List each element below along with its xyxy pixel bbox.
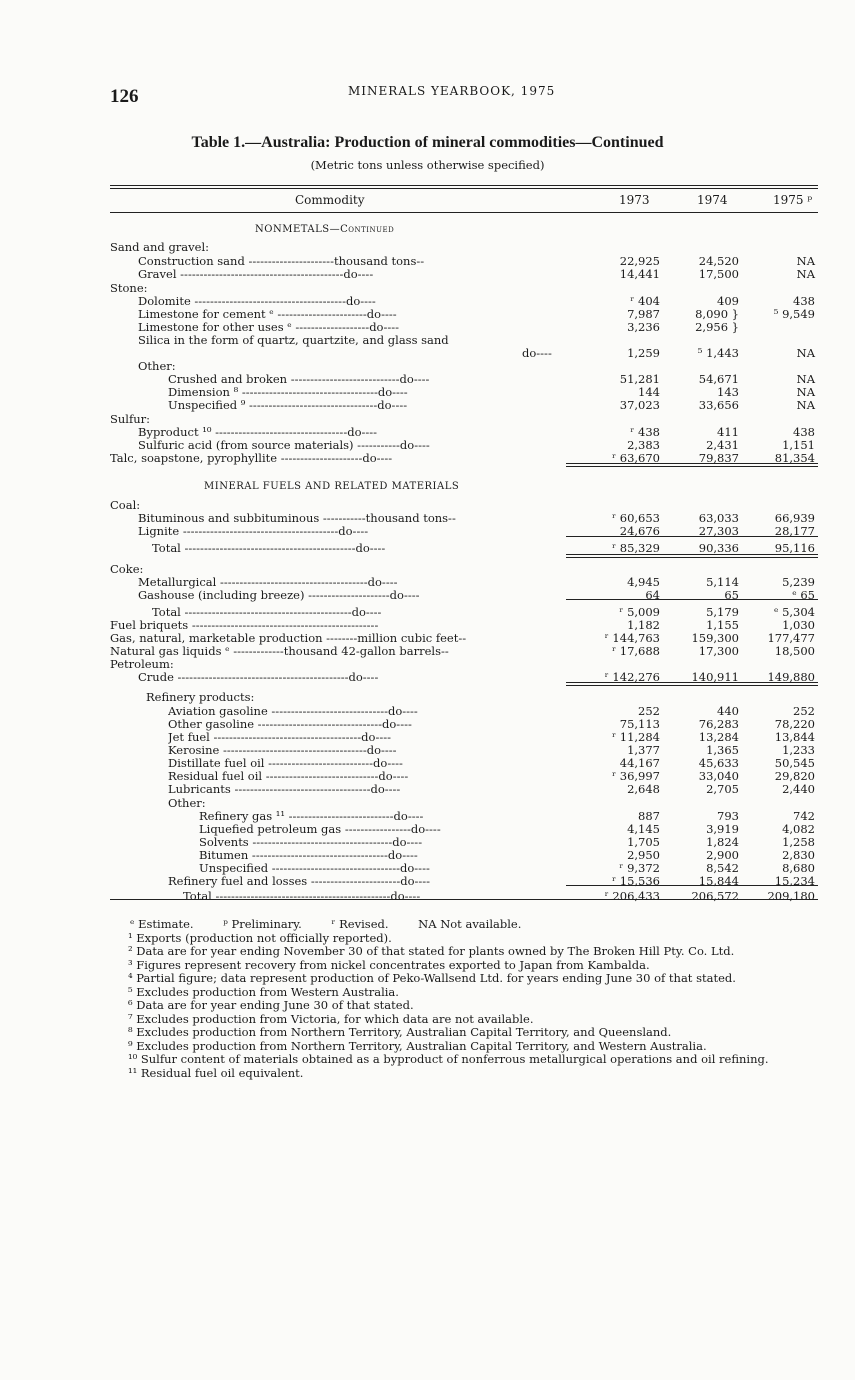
row-label: Sand and gravel: [110,241,210,254]
value-1975: 1,233 [782,743,815,757]
row-label: Dolomite ---------------------------------------do---- [138,295,376,308]
row-label: Coke: [110,563,144,576]
column-header-1975: 1975 ᵖ [773,193,813,207]
value-1974: 411 [717,425,739,439]
row-label: Crude --------------------------------------------do---- [138,671,379,684]
value-1974: 206,572 [691,889,739,903]
row-label: Other: [168,797,206,810]
row-label: Aviation gasoline ------------------------------do---- [168,705,418,718]
value-1973: 2,950 [627,848,660,862]
value-1973: 7,987 [627,307,660,321]
row-label: Coal: [110,499,141,512]
value-1973: 24,676 [619,524,660,538]
section-heading-nonmetals: NONMETALS—Continued [255,224,395,235]
value-1973: 44,167 [619,756,660,770]
table-row [0,268,855,281]
row-label: Bitumen -----------------------------------do---- [199,849,418,862]
table-row [0,399,855,412]
value-1975: 29,820 [774,769,815,783]
row-label: Gravel ------------------------------------------do---- [138,268,374,281]
value-1975: NA [796,385,815,399]
value-1973: ʳ 15,536 [612,874,660,888]
value-1975: 1,258 [782,835,815,849]
value-1974: 45,633 [698,756,739,770]
value-1974: 33,656 [698,398,739,412]
row-label: Sulfur: [110,413,150,426]
total-rule [566,557,818,558]
value-1974: 2,900 [706,848,739,862]
value-1973: 887 [638,809,660,823]
value-1974: 2,956 } [695,320,739,334]
footnote-7: ⁷ Excludes production from Victoria, for which data are not available. [128,1011,534,1026]
value-1975: 28,177 [774,524,815,538]
row-label: Limestone for cement ᵉ -----------------------do---- [138,308,397,321]
value-1973: 4,945 [627,575,660,589]
footnote-legend [110,918,822,932]
value-1974: 76,283 [698,717,739,731]
value-1973: ʳ 206,433 [604,889,660,903]
section-heading-fuels: MINERAL FUELS AND RELATED MATERIALS [204,481,460,492]
table-row [0,241,855,254]
value-1975: 1,151 [782,438,815,452]
value-1975: 8,680 [782,861,815,875]
row-label: Jet fuel --------------------------------------do---- [168,731,391,744]
value-1974: 440 [717,704,739,718]
row-label: Gas, natural, marketable production --------million cubic feet-- [110,632,467,645]
total-rule [566,554,818,555]
column-header-1974: 1974 [697,193,728,207]
page-number: 126 [110,86,139,107]
value-1974: 1,155 [706,618,739,632]
value-1974: 24,520 [698,254,739,268]
row-label: Bituminous and subbituminous -----------thousand tons-- [138,512,456,525]
value-1973: ʳ 85,329 [612,541,660,555]
value-1974: 5,179 [706,605,739,619]
value-1973: ʳ 63,670 [612,451,660,465]
value-1975: NA [796,254,815,268]
value-1974: 1,365 [706,743,739,757]
value-1975: 742 [793,809,815,823]
value-1975: 81,354 [774,451,815,465]
row-label: Limestone for other uses ᵉ -------------------do---- [138,321,400,334]
table-top-rule-double [110,188,818,189]
value-1973: 1,182 [627,618,660,632]
legend-not-available: NA Not available. [418,917,522,931]
value-1973: 64 [645,588,660,602]
value-1973: ʳ 5,009 [619,605,660,619]
value-1973: 4,145 [627,822,660,836]
value-1974: 17,300 [698,644,739,658]
value-1975: NA [796,267,815,281]
value-1973: ʳ 9,372 [619,861,660,875]
table-title: Table 1.—Australia: Production of mineral commodities—Continued [191,134,664,151]
row-label: Lubricants -----------------------------------do---- [168,783,401,796]
value-1973: ʳ 60,653 [612,511,660,525]
footnotes [110,918,822,1080]
table-row [0,691,855,704]
row-label: Distillate fuel oil ---------------------------do---- [168,757,403,770]
footnote-6: ⁶ Data are for year ending June 30 of that stated. [128,998,414,1012]
row-label: Kerosine -------------------------------------do---- [168,744,397,757]
value-1975: ᵉ 65 [792,588,815,602]
row-label: Silica in the form of quartz, quartzite, and glass sand [138,334,449,347]
total-rule [566,682,818,683]
value-1974: 65 [724,588,739,602]
value-1975: 1,030 [782,618,815,632]
row-label: Solvents ------------------------------------do---- [199,836,423,849]
value-1974: 409 [717,294,739,308]
value-1975: 5,239 [782,575,815,589]
row-label: do---- [522,347,552,360]
value-1974: 793 [717,809,739,823]
table-bottom-rule [110,899,818,900]
value-1975: NA [796,346,815,360]
value-1975: 209,180 [767,889,815,903]
legend-preliminary: ᵖ Preliminary. [223,917,302,931]
value-1975: 18,500 [774,644,815,658]
value-1973: 3,236 [627,320,660,334]
value-1974: 13,284 [698,730,739,744]
value-1975: 438 [793,425,815,439]
value-1975: 252 [793,704,815,718]
value-1974: 27,303 [698,524,739,538]
row-label: Unspecified ---------------------------------do---- [199,862,430,875]
value-1973: 1,377 [627,743,660,757]
column-header-1973: 1973 [619,193,650,207]
value-1973: 1,259 [627,346,660,360]
row-label: Total --------------------------------------------do---- [152,542,386,555]
footnote-1: ¹ Exports (production not officially reported). [128,930,392,945]
row-label: Metallurgical --------------------------------------do---- [138,576,398,589]
value-1975: NA [796,398,815,412]
row-label: Total -------------------------------------------do---- [152,606,382,619]
value-1975: NA [796,372,815,386]
table-row [0,321,855,334]
value-1975: 4,082 [782,822,815,836]
row-label: Lignite ----------------------------------------do---- [138,525,369,538]
value-1973: ʳ 144,763 [604,631,660,645]
row-label: Dimension ⁸ -----------------------------------do---- [168,386,408,399]
value-1974: 5,114 [706,575,739,589]
value-1975: 438 [793,294,815,308]
total-rule [566,466,818,467]
value-1975: 50,545 [774,756,815,770]
value-1975: 78,220 [774,717,815,731]
footnote-9: ⁹ Excludes production from Northern Territory, Australian Capital Territory, and Western Australia. [128,1038,707,1053]
row-label: Total ---------------------------------------------do---- [183,890,421,903]
table-row [0,875,855,888]
row-label: Residual fuel oil -----------------------------do---- [168,770,409,783]
total-rule [566,885,818,886]
footnote-11: ¹¹ Residual fuel oil equivalent. [128,1065,304,1080]
table-row [0,783,855,796]
value-1973: 2,383 [627,438,660,452]
footnote-5: ⁵ Excludes production from Western Australia. [128,984,399,999]
row-label: Petroleum: [110,658,174,671]
value-1974: 17,500 [698,267,739,281]
table-row [0,890,855,903]
value-1975: 2,440 [782,782,815,796]
value-1974: 63,033 [698,511,739,525]
value-1974: 8,542 [706,861,739,875]
row-label: Refinery products: [146,691,255,704]
row-label: Refinery gas ¹¹ ---------------------------do---- [199,810,424,823]
row-label: Other gasoline --------------------------------do---- [168,718,412,731]
table-top-rule [110,185,818,186]
value-1974: 90,336 [698,541,739,555]
value-1974: 33,040 [698,769,739,783]
total-rule [566,536,818,537]
table-row [0,645,855,658]
value-1973: ʳ 11,284 [612,730,660,744]
value-1973: 14,441 [619,267,660,281]
table-row [0,347,855,360]
value-1974: 1,824 [706,835,739,849]
value-1974: 159,300 [691,631,739,645]
row-label: Stone: [110,282,148,295]
value-1974: 3,919 [706,822,739,836]
total-rule [566,599,818,600]
footnote-10: ¹⁰ Sulfur content of materials obtained as a byproduct of nonferrous metallurgical operations and oil refining. [128,1052,769,1066]
row-label: Unspecified ⁹ ---------------------------------do---- [168,399,408,412]
value-1974: 2,431 [706,438,739,452]
row-label: Gashouse (including breeze) ---------------------do---- [138,589,420,602]
value-1975: 95,116 [774,541,815,555]
value-1974: ⁵ 1,443 [697,346,739,360]
value-1974: 15,844 [698,874,739,888]
value-1975: 2,830 [782,848,815,862]
column-header-commodity: Commodity [295,193,365,207]
row-label: Liquefied petroleum gas -----------------do---- [199,823,441,836]
row-label: Sulfuric acid (from source materials) -----------do---- [138,439,430,452]
value-1974: 8,090 } [695,307,739,321]
value-1973: 37,023 [619,398,660,412]
value-1973: 2,648 [627,782,660,796]
row-label: Crushed and broken ----------------------------do---- [168,373,430,386]
value-1975: 66,939 [774,511,815,525]
footnote-2: ² Data are for year ending November 30 of that stated for plants owned by The Broken Hill Pty. Co. Ltd. [128,944,735,958]
row-label: Talc, soapstone, pyrophyllite ---------------------do---- [110,452,393,465]
value-1975: ⁵ 9,549 [773,307,815,321]
value-1975: 13,844 [774,730,815,744]
row-label: Construction sand ----------------------thousand tons-- [138,255,425,268]
total-rule [566,685,818,686]
value-1973: 1,705 [627,835,660,849]
value-1973: ʳ 142,276 [604,670,660,684]
total-rule [566,463,818,464]
value-1973: ʳ 438 [630,425,660,439]
value-1975: 149,880 [767,670,815,684]
legend-revised: ʳ Revised. [331,917,389,931]
value-1973: ʳ 36,997 [612,769,660,783]
row-label: Refinery fuel and losses -----------------------do---- [168,875,431,888]
row-label: Fuel briquets ------------------------------------------------ [110,619,379,632]
value-1975: 15,234 [774,874,815,888]
value-1974: 79,837 [698,451,739,465]
value-1973: 22,925 [619,254,660,268]
running-head: MINERALS YEARBOOK, 1975 [348,84,556,98]
value-1975: ᵉ 5,304 [773,605,815,619]
footnote-8: ⁸ Excludes production from Northern Territory, Australian Capital Territory, and Queensland. [128,1025,672,1039]
row-label: Byproduct ¹⁰ ----------------------------------do---- [138,426,378,439]
row-label: Natural gas liquids ᵉ -------------thousand 42-gallon barrels-- [110,645,449,658]
table-subtitle: (Metric tons unless otherwise specified) [310,158,545,172]
value-1974: 54,671 [698,372,739,386]
value-1975: 177,477 [767,631,815,645]
value-1974: 143 [717,385,739,399]
value-1974: 2,705 [706,782,739,796]
row-label: Other: [138,360,176,373]
legend-estimate: ᵉ Estimate. [130,917,194,931]
value-1973: 252 [638,704,660,718]
value-1973: ʳ 404 [630,294,660,308]
header-rule [110,212,818,213]
table-row [0,589,855,602]
value-1973: 75,113 [619,717,660,731]
value-1973: 144 [638,385,660,399]
value-1973: ʳ 17,688 [612,644,660,658]
footnote-3: ³ Figures represent recovery from nickel concentrates exported to Japan from Kambalda. [128,957,650,972]
value-1974: 140,911 [691,670,739,684]
footnote-4: ⁴ Partial figure; data represent production of Peko-Wallsend Ltd. for years ending June 30 of that stated. [128,971,736,985]
value-1973: 51,281 [619,372,660,386]
